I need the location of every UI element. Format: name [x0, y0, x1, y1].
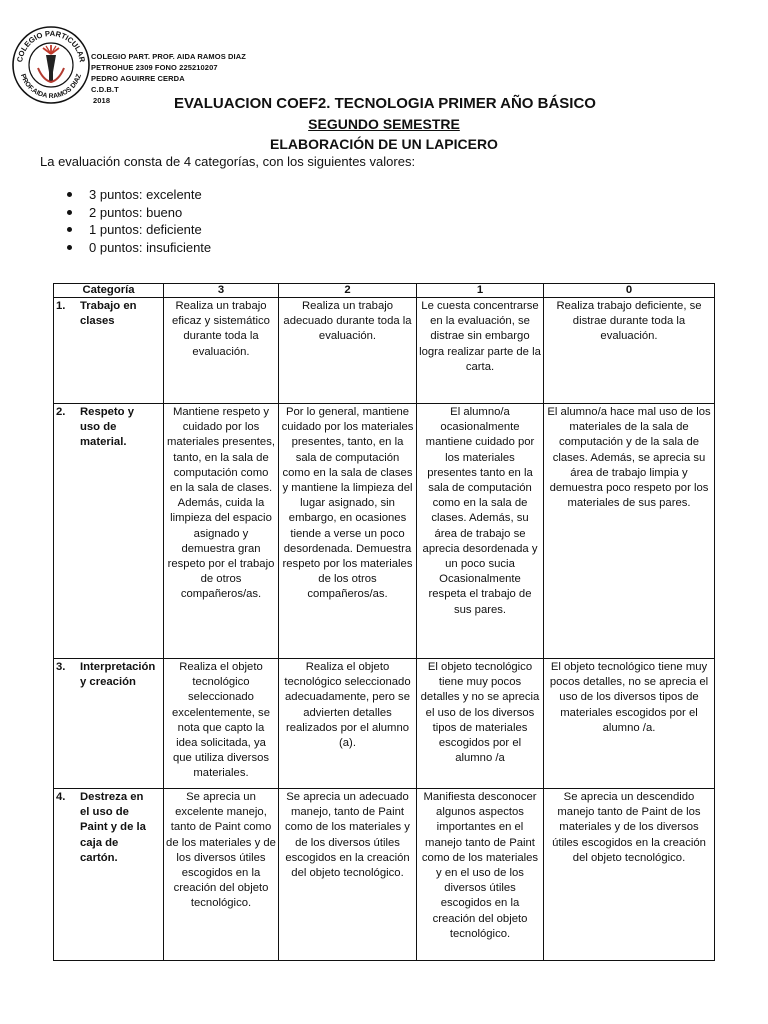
- header-score-2: 2: [279, 284, 417, 298]
- score-2-cell: Por lo general, mantiene cuidado por los materiales presentes, tanto, en la sala de computación como en la sala de clases y mantiene la limpieza del lugar asignado, sin embargo, en ocasiones tiende a verse un poco desordenada. Demuestra respeto por los materiales de los otros compañeros/as.: [279, 404, 417, 659]
- category-number: 2.: [56, 406, 66, 418]
- score-3-cell: Mantiene respeto y cuidado por los materiales presentes, tanto, en la sala de computación como en la sala de clases. Además, cuida la limpieza del espacio asignado y demuestra gran respeto por el trabajo de otros compañeros/as.: [164, 404, 279, 659]
- table-row: [54, 659, 715, 789]
- category-number: 3.: [56, 661, 66, 673]
- score-0-cell: Realiza trabajo deficiente, se distrae durante toda la evaluación.: [544, 298, 715, 404]
- category-cell: [54, 298, 164, 404]
- score-1-cell: El objeto tecnológico tiene muy pocos detalles y no se aprecia el uso de los diversos tipos de materiales escogidos por el alumno /a: [417, 659, 544, 789]
- score-1-cell: Manifiesta desconocer algunos aspectos importantes en el manejo tanto de Paint como de los materiales y en el uso de los diversos útiles escogidos en la creación del objeto tecnológico.: [417, 789, 544, 961]
- svg-text:COLEGIO PARTICULAR: COLEGIO PARTICULAR: [15, 28, 87, 63]
- school-commune: PEDRO AGUIRRE CERDA: [91, 74, 185, 83]
- table-row: [54, 789, 715, 961]
- value-item: 0 puntos: insuficiente: [65, 239, 211, 257]
- score-2-cell: Se aprecia un adecuado manejo, tanto de Paint como de los materiales y de los diversos útiles escogidos en la creación del objeto tecnológico.: [279, 789, 417, 961]
- svg-text:PROF.AIDA RAMOS DIAZ: PROF.AIDA RAMOS DIAZ: [19, 73, 83, 101]
- table-row: [54, 298, 715, 404]
- score-3-cell: Se aprecia un excelente manejo, tanto de Paint como de los materiales y de los diversos útiles escogidos en la creación del objeto tecnológico.: [164, 789, 279, 961]
- value-item: 3 puntos: excelente: [65, 186, 211, 204]
- value-item: 1 puntos: deficiente: [65, 221, 211, 239]
- header-score-3: 3: [164, 284, 279, 298]
- value-item: 2 puntos: bueno: [65, 204, 211, 222]
- semester-title: SEGUNDO SEMESTRE: [308, 116, 460, 132]
- score-2-cell: Realiza el objeto tecnológico seleccionado adecuadamente, pero se advierten detalles realizados por el alumno (a).: [279, 659, 417, 789]
- category-label: Interpretación y creación: [80, 661, 156, 689]
- subject-title: ELABORACIÓN DE UN LAPICERO: [270, 136, 498, 152]
- torch-icon: [38, 45, 64, 82]
- category-cell: [54, 789, 164, 961]
- score-3-cell: Realiza el objeto tecnológico seleccionado excelentemente, se nota que capto la idea solicitada, ya que utiliza diversos materiales.: [164, 659, 279, 789]
- school-address: PETROHUE 2309 FONO 225210207: [91, 63, 218, 72]
- table-row: [54, 404, 715, 659]
- header-score-0: 0: [544, 284, 715, 298]
- score-2-cell: Realiza un trabajo adecuado durante toda la evaluación.: [279, 298, 417, 404]
- category-cell: [54, 404, 164, 659]
- header-score-1: 1: [417, 284, 544, 298]
- document-titles: [0, 94, 768, 154]
- score-0-cell: El alumno/a hace mal uso de los materiales de la sala de computación y de la sala de clases. Además, se aprecia su área de trabajo limpia y demuestra poco respeto por los materiales de sus pares.: [544, 404, 715, 659]
- score-1-cell: El alumno/a ocasionalmente mantiene cuidado por los materiales presentes tanto en la sala de computación como en la sala de clases. Además, su área de trabajo se aprecia desordenada y un poco sucia Ocasionalmente respeta el trabajo de sus pares.: [417, 404, 544, 659]
- category-label: Trabajo en clases: [80, 300, 137, 328]
- category-label: Destreza en el uso de Paint y de la caja de cartón.: [80, 791, 146, 864]
- score-0-cell: El objeto tecnológico tiene muy pocos detalles, no se aprecia el uso de los diversos tipos de materiales escogidos por el alumno /a.: [544, 659, 715, 789]
- school-code: C.D.B.T: [91, 85, 119, 94]
- score-3-cell: Realiza un trabajo eficaz y sistemático durante toda la evaluación.: [164, 298, 279, 404]
- category-cell: [54, 659, 164, 789]
- intro-text: La evaluación consta de 4 categorías, con los siguientes valores:: [40, 154, 416, 169]
- main-title: EVALUACION COEF2. TECNOLOGIA PRIMER AÑO BÁSICO: [174, 95, 596, 112]
- category-label: Respeto y uso de material.: [80, 406, 134, 449]
- score-0-cell: Se aprecia un descendido manejo tanto de Paint de los materiales y de los diversos útiles escogidos en la creación del objeto tecnológico.: [544, 789, 715, 961]
- school-name: COLEGIO PART. PROF. AIDA RAMOS DIAZ: [91, 52, 246, 61]
- values-list: [65, 186, 211, 256]
- category-number: 1.: [56, 300, 66, 312]
- school-year: 2018: [93, 96, 111, 105]
- header-category: Categoría: [54, 284, 164, 298]
- table-header-row: [54, 284, 715, 298]
- rubric-table: [53, 283, 715, 961]
- category-number: 4.: [56, 791, 66, 803]
- score-1-cell: Le cuesta concentrarse en la evaluación, se distrae sin embargo logra realizar parte de la carta.: [417, 298, 544, 404]
